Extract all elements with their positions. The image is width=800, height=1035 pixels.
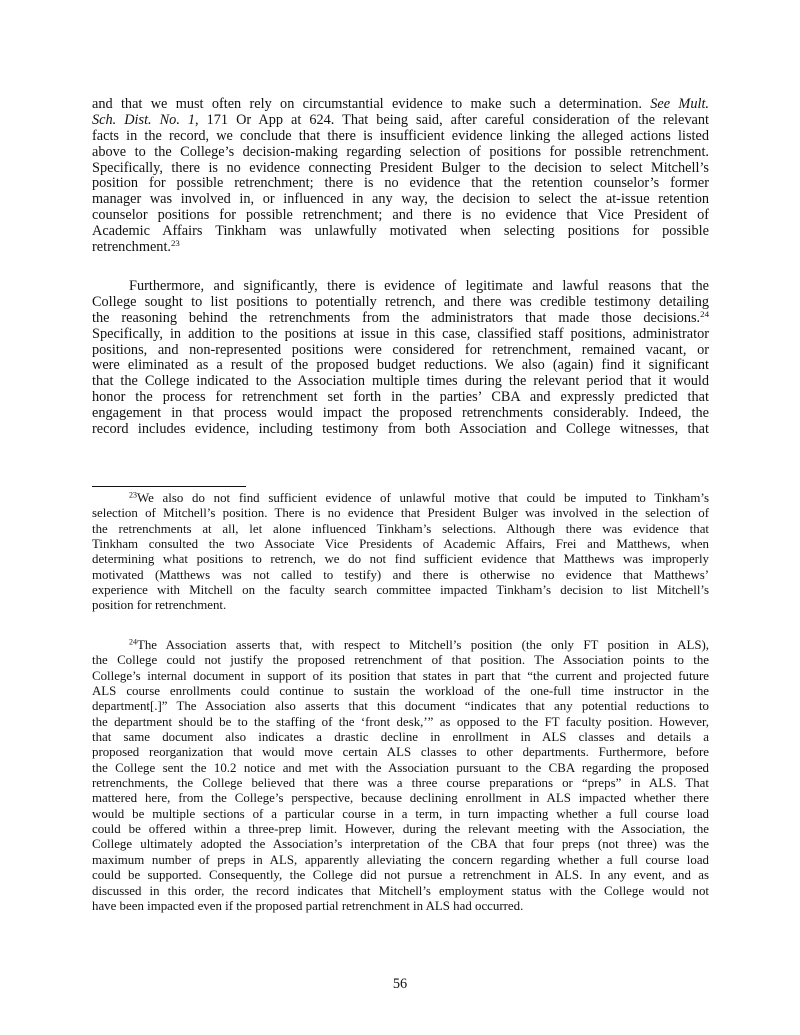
text-line: the department should be to the staffing of the ‘front desk,’” as opposed to the FT faculty position. However,	[92, 714, 709, 729]
text-line: proposed reorganization that would move certain ALS classes to other departments. Furthermore, before	[92, 745, 709, 760]
text-line: selection of Mitchell’s position. There is no evidence that President Bulger was involved in the selection of	[92, 506, 709, 521]
text-line: discussed in this order, the record indicates that Mitchell’s employment status with the College would not	[92, 883, 709, 898]
text-line: Specifically, in addition to the positions at issue in this case, classified staff positions, administrator	[92, 325, 709, 342]
text-line: positions, and non-represented positions were considered for retrenchment, remained vacant, or	[92, 341, 709, 358]
body-paragraph-2	[92, 279, 709, 438]
text-line: would be multiple sections of a particular course in a term, in turn impacting whether a full course load	[92, 806, 709, 821]
text-span: retrenchment.	[92, 239, 171, 256]
text-line: Specifically, there is no evidence connecting President Bulger to the decision to select Mitchell’s	[92, 159, 709, 176]
text-line: department[.]” The Association also asserts that this document “indicates that any potential reductions to	[92, 699, 709, 714]
text-line: the retrenchments at all, let alone influenced Tinkham’s selections. Although there was evidence that	[92, 521, 709, 536]
text-line: that same document also indicates a drastic decline in enrollment in ALS classes and details a	[92, 730, 709, 745]
text-line: experience with Mitchell on the faculty search committee impacted Tinkham’s decision to list Mitchell’s	[92, 583, 709, 598]
text-line: College sought to list positions to potentially retrench, and there was credible testimony detailing	[92, 293, 709, 310]
text-line: Furthermore, and significantly, there is evidence of legitimate and lawful reasons that the	[129, 278, 709, 294]
text-line: determining what positions to retrench, we do not find sufficient evidence that Matthews was improperly	[92, 552, 709, 567]
text-line	[92, 113, 709, 129]
text-line	[92, 240, 709, 256]
text-line	[92, 491, 709, 506]
text-line: the College could not justify the proposed retrenchment of that position. The Association points to the	[92, 653, 709, 668]
text-line: College ultimately adopted the Association’s interpretation of the CBA that four preps (not three) was the	[92, 837, 709, 852]
body-paragraph-1	[92, 97, 709, 256]
footnote-24	[92, 638, 709, 914]
text-line: engagement in that process would impact the proposed retrenchments considerably. Indeed, the	[92, 405, 709, 422]
citation-italic: See Mult.	[650, 96, 709, 112]
text-span: The Association asserts that, with respect to Mitchell’s position (the only FT position in ALS),	[136, 638, 709, 652]
citation-italic: Sch. Dist. No. 1	[92, 111, 196, 128]
text-span: We also do not find sufficient evidence of unlawful motive that could be imputed to Tinkham’s	[136, 491, 709, 505]
footnote-23	[92, 491, 709, 614]
text-line: honor the process for retrenchment set forth in the parties’ CBA and expressly predicted that	[92, 389, 709, 406]
footnote-reference: 23	[171, 238, 180, 249]
text-line	[92, 638, 709, 653]
text-line: Academic Affairs Tinkham was unlawfully motivated when selecting positions for possible	[92, 223, 709, 240]
text-line: manager was involved in, or influenced in any way, the decision to select the at-issue retention	[92, 191, 709, 208]
text-line: Tinkham consulted the two Associate Vice Presidents of Academic Affairs, Frei and Matthews, when	[92, 537, 709, 552]
text-line	[92, 97, 709, 113]
text-line: could be offered within a three-prep limit. However, during the relevant meeting with the Association, the	[92, 822, 709, 837]
text-line: above to the College’s decision-making regarding selection of positions for possible retrenchment.	[92, 143, 709, 160]
footnote-reference: 23	[129, 490, 137, 500]
footnote-reference: 24	[700, 308, 709, 319]
text-line: mattered here, from the College’s perspective, because declining enrollment in ALS impacted whether there	[92, 791, 709, 806]
text-span: and that we must often rely on circumstantial evidence to make such a determination.	[92, 96, 651, 112]
text-span: , 171 Or App at 624. That being said, after careful consideration of the relevant	[195, 111, 709, 128]
text-line: were eliminated as a result of the proposed budget reductions. We also (again) find it significant	[92, 357, 709, 374]
text-line: College’s internal document in support of its position that states in part that “the current and projected future	[92, 668, 709, 683]
text-line: ALS course enrollments could continue to sustain the workload of the one-full time instructor in the	[92, 684, 709, 699]
text-line: motivated (Matthews was not called to testify) and there is otherwise no evidence that Matthews’	[92, 567, 709, 582]
footnote-separator	[92, 486, 246, 487]
page-number: 56	[392, 976, 408, 992]
text-span: the reasoning behind the retrenchments from the administrators that made those decisions.	[92, 309, 701, 326]
text-line: the College sent the 10.2 notice and met with the Association pursuant to the CBA regarding the proposed	[92, 760, 709, 775]
text-line: record includes evidence, including testimony from both Association and College witnesses, that	[92, 421, 709, 438]
text-line: counselor positions for possible retrenchment; and there is no evidence that Vice President of	[92, 207, 709, 224]
footnote-reference: 24	[129, 637, 137, 647]
text-line: position for retrenchment.	[92, 598, 227, 613]
text-line: retrenchments, the College believed that there was a three course preparations or “preps” in ALS. That	[92, 776, 709, 791]
text-line: facts in the record, we conclude that there is insufficient evidence linking the alleged actions listed	[92, 127, 709, 144]
text-line	[92, 308, 709, 327]
text-line: position for possible retrenchment; there is no evidence that the retention counselor’s former	[92, 175, 709, 192]
text-line: have been impacted even if the proposed partial retrenchment in ALS had occurred.	[92, 898, 524, 913]
text-line: that the College indicated to the Association multiple times during the relevant period that it would	[92, 373, 709, 390]
text-line: could be supported. Consequently, the College did not pursue a retrenchment in ALS. In any event, and as	[92, 868, 709, 883]
text-line: maximum number of preps in ALS, apparently alleviating the concern regarding whether a full course load	[92, 852, 709, 867]
